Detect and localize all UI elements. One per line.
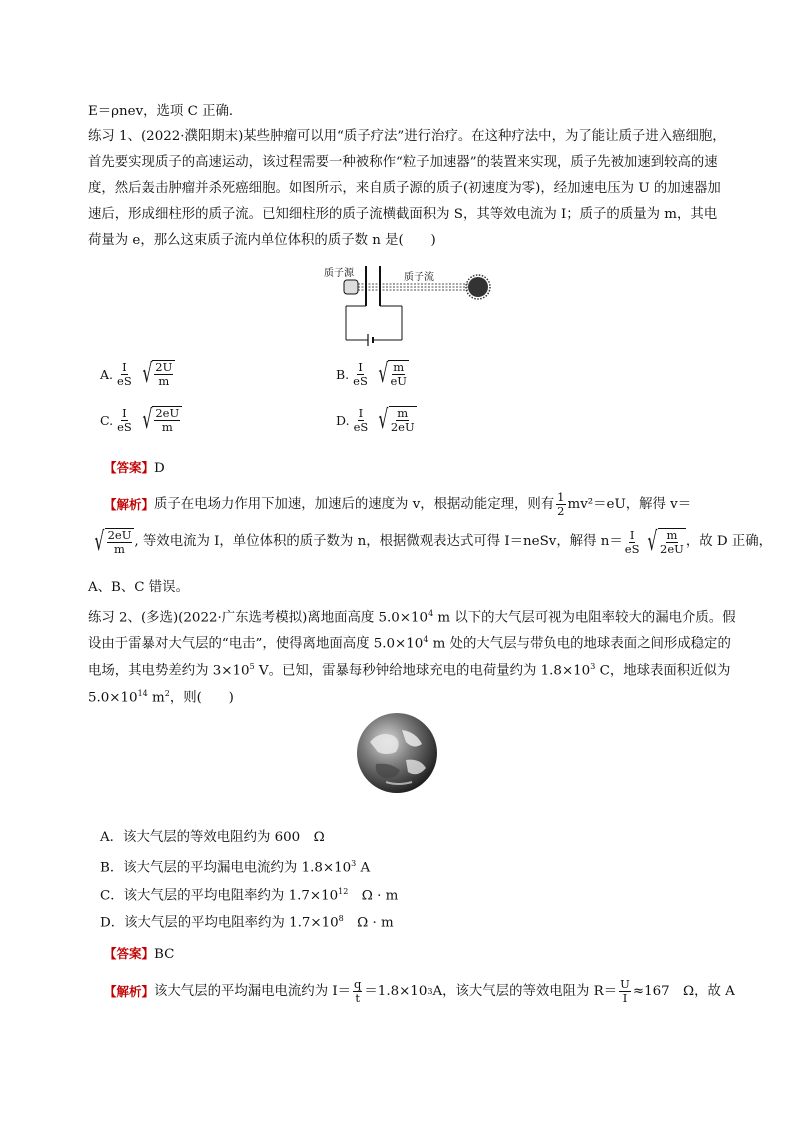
earth-image bbox=[356, 712, 438, 794]
answer-tag: 【答案】 bbox=[104, 946, 155, 961]
question-2-line: 设由于雷暴对大气层的“电击”，使得离地面高度 $5.0\times 10^4$ m 处的大气层与带负电的地球表面之间形成稳定的 bbox=[88, 635, 731, 652]
fraction: $\frac{I}{eS}$ bbox=[624, 527, 640, 556]
analysis-tag: 【解析】 bbox=[104, 983, 155, 999]
sqrt: √ $\frac{2eU}{m}$ bbox=[139, 406, 182, 434]
option-letter: B. bbox=[336, 366, 350, 382]
sqrt: √ $\frac{m}{2eU}$ bbox=[647, 527, 684, 557]
analysis-line: 【解析】 该大气层的平均漏电电流约为 I＝ $\frac{q}{t}$ ＝1.8×10 3 A，该大气层的等效电阻为 R＝ $\frac{U}{I}$ ≈167 Ω，故 A bbox=[104, 977, 735, 1005]
question-2-line: $5.0\times 10^{14}$ $m^2$，则( ) bbox=[88, 689, 234, 706]
question-1-line: 度，然后轰击肿瘤并杀死癌细胞。如图所示，来自质子源的质子(初速度为零)，经加速电压为 U 的加速器加 bbox=[88, 181, 721, 196]
analysis-tag: 【解析】 bbox=[104, 496, 155, 512]
option-b: B．该大气层的平均漏电电流约为 $1.8\times 10^3$ A bbox=[100, 859, 371, 876]
answer-line bbox=[104, 944, 724, 965]
option-c: C．该大气层的平均电阻率约为 $1.7\times 10^{12}$ Ω · m bbox=[100, 887, 399, 904]
sqrt: √ $\frac{m}{2eU}$ bbox=[378, 405, 415, 435]
fraction: $\frac{I}{eS}$ bbox=[117, 359, 132, 388]
answer-tag: 【答案】 bbox=[104, 460, 155, 475]
option-c bbox=[100, 406, 182, 434]
fraction: $\frac{I}{eS}$ bbox=[353, 405, 369, 434]
analysis-line: 【解析】 质子在电场力作用下加速，加速后的速度为 v，根据动能定理，则有 $\frac{1}{2}$ mv²＝eU，解得 v＝ bbox=[104, 490, 692, 518]
sqrt: √ $\frac{m}{eU}$ bbox=[378, 359, 407, 389]
option-a bbox=[100, 360, 175, 388]
text-line: E＝ρnev，选项 C 正确． bbox=[88, 104, 243, 119]
proton-source-label: 质子源 bbox=[324, 268, 354, 279]
option-b bbox=[336, 360, 409, 388]
answer-value: D bbox=[154, 461, 165, 476]
question-1-line: 练习 1、(2022·濮阳期末)某些肿瘤可以用“质子疗法”进行治疗。在这种疗法中，为了能让质子进入癌细胞， bbox=[88, 129, 726, 144]
accelerator-diagram bbox=[320, 262, 500, 358]
question-2-line: 练习 2、(多选)(2022·广东选考模拟)离地面高度 $5.0\times 10^4$ m 以下的大气层可视为电阻率较大的漏电介质。假 bbox=[88, 609, 736, 626]
question-1-line: 荷量为 e，那么这束质子流内单位体积的质子数 n 是( ) bbox=[88, 233, 436, 248]
option-d bbox=[336, 406, 417, 434]
fraction: $\frac{I}{eS}$ bbox=[353, 359, 368, 388]
answer-line bbox=[104, 458, 724, 479]
answer-value: BC bbox=[154, 947, 175, 962]
option-letter: D. bbox=[336, 412, 350, 428]
question-1-line: 首先要实现质子的高速运动，该过程需要一种被称作“粒子加速器”的装置来实现，质子先被加速到较高的速 bbox=[88, 155, 718, 170]
sqrt: √ $\frac{2U}{m}$ bbox=[139, 360, 176, 388]
fraction: $\frac{U}{I}$ bbox=[620, 977, 630, 1005]
fraction: $\frac{I}{eS}$ bbox=[117, 405, 132, 434]
option-a: A．该大气层的等效电阻约为 600 Ω bbox=[100, 830, 325, 845]
question-1-line: 速后，形成细柱形的质子流。已知细柱形的质子流横截面积为 S，其等效电流为 I；质子的质量为 m，其电 bbox=[88, 207, 718, 222]
option-letter: A. bbox=[100, 366, 114, 382]
sqrt: √ $\frac{2eU}{m}$ bbox=[91, 528, 134, 556]
question-2-line: 电场，其电势差约为 $3\times 10^5$ V。已知，雷暴每秒钟给地球充电的电荷量约为 $1.8\times 10^3$ C，地球表面积近似为 bbox=[88, 662, 731, 679]
analysis-line: A、B、C 错误。 bbox=[88, 580, 189, 595]
analysis-line: √ $\frac{2eU}{m}$ , 等效电流为 I，单位体积的质子数为 n，根据微观表达式可得 I＝neSv，解得 n＝ $\frac{I}{eS}$ √ $\frac{m}{2eU}$ ，故 D 正确， bbox=[88, 528, 708, 556]
option-letter: C. bbox=[100, 412, 114, 428]
proton-stream-label: 质子流 bbox=[404, 272, 434, 283]
fraction: $\frac{q}{t}$ bbox=[354, 977, 362, 1005]
option-d: D．该大气层的平均电阻率约为 $1.7\times 10^8$ Ω · m bbox=[100, 914, 394, 931]
fraction: $\frac{1}{2}$ bbox=[557, 490, 565, 518]
